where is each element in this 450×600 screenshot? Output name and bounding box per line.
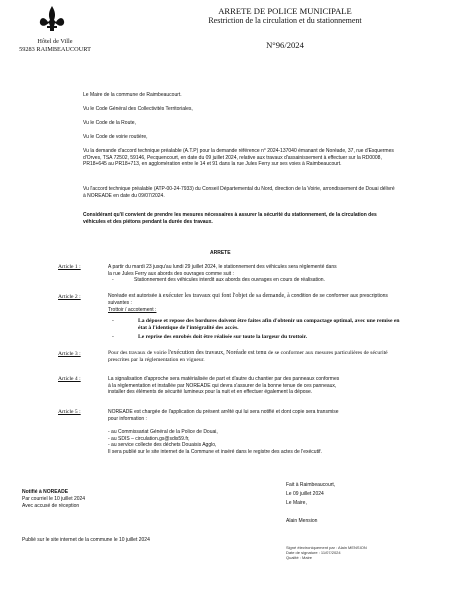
esign-line-3: Qualité : Maire (286, 555, 313, 560)
article-4-label: Article 4 : (58, 376, 81, 382)
considerant-code-route: Vu le Code de la Route, (83, 120, 136, 126)
article-1-bullet: - Stationnement des véhicules interdit aux abords des ouvrages en cours de réalisation. (108, 277, 408, 284)
article-2-text (108, 293, 408, 341)
title-line-1: ARRETE DE POLICE MUNICIPALE (218, 6, 352, 16)
article-3-suffix: de se conformer aux mesures particulières de sécurité prescrites par la réglementation en vigueur. (108, 350, 388, 363)
article-3-text (108, 350, 408, 364)
esign-line-2: Date de signature : 11/07/2024 (286, 550, 341, 555)
notification-line-3: Avec accusé de réception (22, 502, 80, 509)
article-1-label: Article 1 : (58, 264, 81, 270)
considerant-voirie: Vu le Code de voirie routière, (83, 134, 148, 140)
signature-date: Le 09 juillet 2024 (286, 491, 324, 497)
article-2-bullet-2: - Le reprise des enrobés doit être réalisée sur toute la largeur du trottoir. (108, 334, 408, 341)
city-line-1: Hôtel de Ville (37, 38, 73, 45)
publication-note: Publié sur le site internet de la commune le 10 juillet 2024 (22, 537, 150, 543)
signature-name: Alain Mension (286, 518, 318, 524)
article-5-recipient-dechets: - au service collecte des déchets Douaisis Agglo, (108, 442, 217, 448)
title-line-2: Restriction de la circulation et du stationnement (208, 16, 362, 25)
article-2-intro-emphasis: exécuter les travaux qui font l'objet de sa demande, à (162, 293, 290, 299)
document-title (160, 6, 410, 26)
signature-place: Fait à Raimbeaucourt, (286, 482, 336, 488)
article-5-line-1: NOREADE est chargée de l'application du présent arrêté qui lui sera notifié et dont copie sera transmise (108, 409, 339, 415)
signature-role: Le Maire, (286, 500, 307, 506)
article-2-label: Article 2 : (58, 294, 81, 300)
article-4-line-3: installer des éléments de sécurité lumineux pour la nuit et en effectuer également la dépose. (108, 389, 313, 395)
article-3-prefix: Pour des travaux de voirie (108, 350, 167, 356)
article-1-text (108, 264, 408, 284)
article-2-intro-suffix: condition de se conformer aux prescriptions suivantes : (108, 293, 388, 306)
electronic-signature (286, 545, 367, 560)
notification-block (22, 489, 85, 509)
article-4-line-1: La signalisation d'approche sera matérialisée de part et d'autre du chantier par des panneaux conformes (108, 376, 340, 382)
notification-line-2: Par courriel le 10 juillet 2024 (22, 495, 86, 502)
considerant-accord-atp: Vu l'accord technique préalable (ATP-00-24-7933) du Conseil Départemental du Nord, direction de la Voirie, arrondissement de Douai délivré à NOREADE en date du 09/07/2024. (83, 186, 395, 199)
considerant-securite: Considérant qu'il convient de prendre les mesures nécessaires à assurer la sécurité du stationnement, de la circulation des véhicules et des piétons pendant la durée des travaux. (83, 212, 377, 225)
considerant-demande-atp: Vu la demande d'accord technique préalable (A.T.P) pour la demande référence n° 2024-137040 émanant de Noréade, 37, rue d'Esquermes d'Orves, TSA 72502, 59146, Pecquencourt, en date du 09 juillet 2024, relative aux travaux d'assainissement à effectuer sur la RD0008, PR18+645 au PR18+713, en agglomération entre le 14 et 91 dans la rue Jules Ferry sur ses voies à Raimbeaucourt. (83, 148, 394, 167)
article-3-label: Article 3 : (58, 351, 81, 357)
signature-block (286, 481, 335, 526)
city-hall-label (10, 38, 100, 54)
decision-heading: ARRETE (210, 250, 231, 256)
article-5-recipient-police: - au Commissariat Général de la Police de Douai, (108, 429, 218, 435)
article-5-publication-note: Il sera publié sur le site internet de la Commune et inséré dans le registre des actes de l'exécutif. (108, 448, 322, 455)
considerant-mayor: Le Maire de la commune de Raimbeaucourt. (83, 92, 182, 98)
city-line-2: 59283 RAIMBEAUCOURT (19, 46, 91, 53)
article-3-emphasis: l'exécution des travaux, Noréade est tenu (168, 350, 267, 356)
article-2-bullet-1: - La dépose et repose des bordures doivent être faites afin d'obtenir un compactage optimal, avec une remise en état à l'identique de l'intégralité des accès. (108, 318, 408, 332)
esign-line-1: Signé électroniquement par : Alain MENSION (286, 545, 367, 550)
article-4-text (108, 376, 408, 396)
article-4-line-2: à la réglementation et installée par NOREADE qui devra s'assurer de la bonne tenue de ces panneaux, (108, 382, 337, 389)
article-2-sublabel: Trottoir / accotement : (108, 307, 157, 313)
article-5-recipient-sdis: - au SDIS – circulation.gs@sdis59.fr, (108, 435, 190, 442)
arrete-number: N°96/2024 (266, 40, 304, 50)
article-5-line-2: pour information : (108, 415, 147, 422)
considerant-cgct: Vu le Code Général des Collectivités Territoriales, (83, 106, 193, 112)
signature-spacer (286, 508, 335, 517)
article-5-label: Article 5 : (58, 409, 81, 415)
article-5-text (108, 409, 408, 455)
article-2-intro-prefix: Noréade est autorisée à (108, 293, 162, 299)
fleur-de-lis-logo (36, 4, 68, 36)
article-1-line-2: la rue Jules Ferry aux abords des ouvrages comme suit : (108, 270, 234, 277)
article-1-line-1: A partir du mardi 23 jusqu'au lundi 29 juillet 2024, le stationnement des véhicules sera réglementé dans (108, 264, 337, 270)
notification-line-1: Notifié à NOREADE (22, 489, 69, 495)
